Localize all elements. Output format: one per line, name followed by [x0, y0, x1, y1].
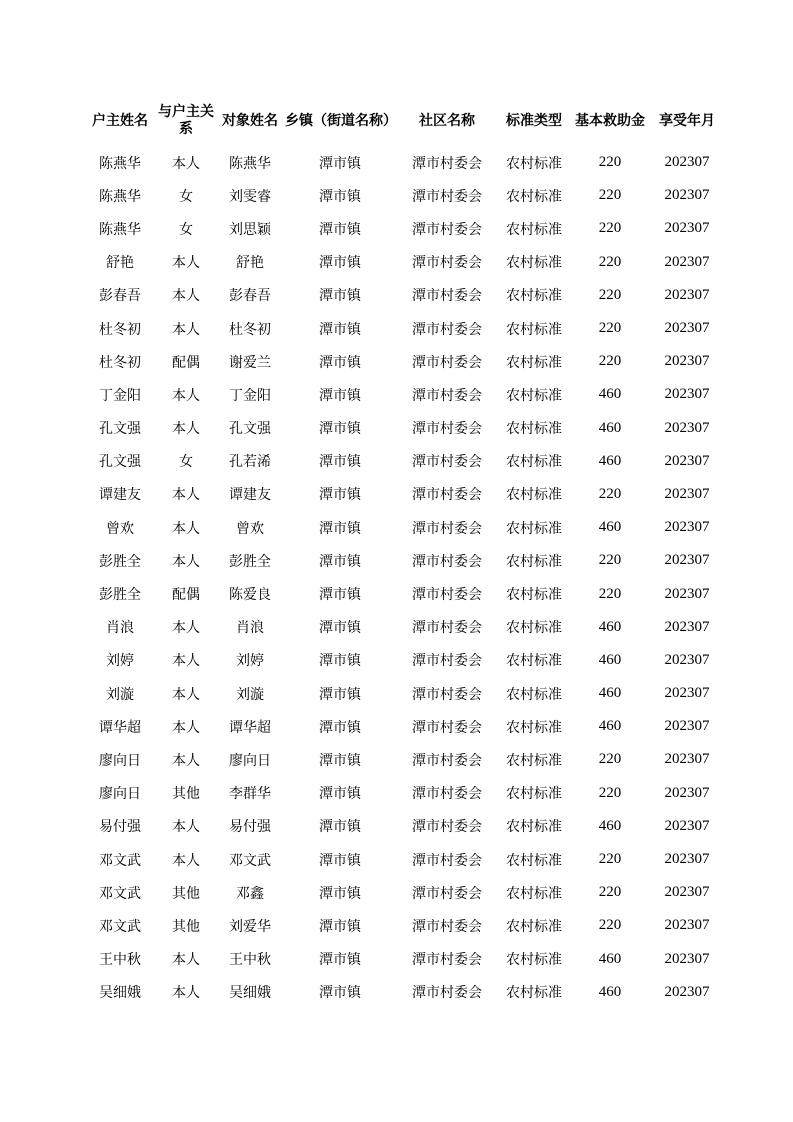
- table-row: [84, 677, 724, 710]
- cell-recipient-name: 肖浪: [236, 620, 264, 637]
- cell-community: 潭市村委会: [412, 487, 482, 504]
- cell-township: 潭市镇: [319, 686, 361, 703]
- cell-period: 202307: [664, 983, 710, 1000]
- cell-period: 202307: [664, 253, 710, 270]
- cell-community: 潭市村委会: [412, 255, 482, 272]
- cell-relationship: 本人: [172, 487, 200, 504]
- cell-community: 潭市村委会: [412, 387, 482, 404]
- cell-relationship: 配偶: [172, 354, 200, 371]
- cell-relationship: 本人: [172, 752, 200, 769]
- cell-community: 潭市村委会: [412, 454, 482, 471]
- cell-period: 202307: [664, 485, 710, 502]
- header-basic-aid: 基本救助金: [575, 112, 645, 129]
- cell-householder-name: 谭华超: [99, 719, 141, 736]
- cell-township: 潭市镇: [319, 620, 361, 637]
- cell-householder-name: 王中秋: [99, 952, 141, 969]
- table-row: [84, 445, 724, 478]
- cell-relationship: 本人: [172, 686, 200, 703]
- cell-community: 潭市村委会: [412, 620, 482, 637]
- cell-community: 潭市村委会: [412, 752, 482, 769]
- cell-standard-type: 农村标准: [506, 587, 562, 604]
- cell-period: 202307: [664, 917, 710, 934]
- cell-recipient-name: 陈燕华: [229, 155, 271, 172]
- cell-period: 202307: [664, 353, 710, 370]
- table-row: [84, 810, 724, 843]
- cell-householder-name: 易付强: [99, 819, 141, 836]
- cell-basic-aid: 220: [598, 552, 622, 569]
- cell-standard-type: 农村标准: [506, 752, 562, 769]
- cell-township: 潭市镇: [319, 155, 361, 172]
- table-header: [84, 96, 724, 146]
- cell-community: 潭市村委会: [412, 918, 482, 935]
- cell-recipient-name: 王中秋: [229, 952, 271, 969]
- cell-relationship: 本人: [172, 288, 200, 305]
- cell-basic-aid: 220: [598, 253, 622, 270]
- cell-township: 潭市镇: [319, 221, 361, 238]
- cell-relationship: 其他: [172, 918, 200, 935]
- cell-relationship: 本人: [172, 620, 200, 637]
- table-row: [84, 544, 724, 577]
- table-row: [84, 943, 724, 976]
- cell-householder-name: 彭胜全: [99, 553, 141, 570]
- cell-householder-name: 刘漩: [106, 686, 134, 703]
- cell-community: 潭市村委会: [412, 852, 482, 869]
- cell-recipient-name: 彭春吾: [229, 288, 271, 305]
- cell-basic-aid: 220: [598, 784, 622, 801]
- cell-basic-aid: 220: [598, 220, 622, 237]
- cell-community: 潭市村委会: [412, 354, 482, 371]
- cell-basic-aid: 460: [598, 386, 622, 403]
- cell-township: 潭市镇: [319, 421, 361, 438]
- cell-relationship: 女: [179, 454, 193, 471]
- header-community: 社区名称: [419, 112, 475, 129]
- cell-period: 202307: [664, 618, 710, 635]
- table-row: [84, 146, 724, 179]
- cell-period: 202307: [664, 685, 710, 702]
- cell-community: 潭市村委会: [412, 786, 482, 803]
- cell-basic-aid: 220: [598, 751, 622, 768]
- cell-recipient-name: 邓文武: [229, 852, 271, 869]
- cell-relationship: 本人: [172, 421, 200, 438]
- table-row: [84, 843, 724, 876]
- cell-period: 202307: [664, 751, 710, 768]
- cell-community: 潭市村委会: [412, 587, 482, 604]
- cell-recipient-name: 邓鑫: [236, 885, 264, 902]
- cell-householder-name: 邓文武: [99, 918, 141, 935]
- cell-period: 202307: [664, 851, 710, 868]
- cell-recipient-name: 孔若浠: [229, 454, 271, 471]
- table-row: [84, 909, 724, 942]
- cell-householder-name: 邓文武: [99, 885, 141, 902]
- cell-standard-type: 农村标准: [506, 155, 562, 172]
- table-row: [84, 577, 724, 610]
- cell-recipient-name: 孔文强: [229, 421, 271, 438]
- cell-standard-type: 农村标准: [506, 255, 562, 272]
- cell-community: 潭市村委会: [412, 553, 482, 570]
- cell-community: 潭市村委会: [412, 653, 482, 670]
- cell-community: 潭市村委会: [412, 188, 482, 205]
- cell-period: 202307: [664, 950, 710, 967]
- cell-township: 潭市镇: [319, 255, 361, 272]
- cell-basic-aid: 460: [598, 685, 622, 702]
- cell-basic-aid: 460: [598, 817, 622, 834]
- table-row: [84, 279, 724, 312]
- table-row: [84, 246, 724, 279]
- cell-basic-aid: 460: [598, 983, 622, 1000]
- cell-relationship: 本人: [172, 387, 200, 404]
- header-period: 享受年月: [659, 112, 715, 129]
- cell-community: 潭市村委会: [412, 985, 482, 1002]
- cell-relationship: 本人: [172, 553, 200, 570]
- cell-standard-type: 农村标准: [506, 819, 562, 836]
- cell-relationship: 本人: [172, 852, 200, 869]
- cell-relationship: 本人: [172, 520, 200, 537]
- cell-township: 潭市镇: [319, 752, 361, 769]
- cell-standard-type: 农村标准: [506, 686, 562, 703]
- cell-recipient-name: 易付强: [229, 819, 271, 836]
- cell-standard-type: 农村标准: [506, 786, 562, 803]
- table-row: [84, 743, 724, 776]
- cell-relationship: 本人: [172, 155, 200, 172]
- cell-standard-type: 农村标准: [506, 553, 562, 570]
- cell-recipient-name: 谢爱兰: [229, 354, 271, 371]
- table-row: [84, 345, 724, 378]
- table-row: [84, 478, 724, 511]
- cell-period: 202307: [664, 585, 710, 602]
- cell-period: 202307: [664, 386, 710, 403]
- cell-basic-aid: 220: [598, 485, 622, 502]
- cell-standard-type: 农村标准: [506, 188, 562, 205]
- table-row: [84, 312, 724, 345]
- cell-relationship: 本人: [172, 952, 200, 969]
- cell-householder-name: 彭春吾: [99, 288, 141, 305]
- cell-standard-type: 农村标准: [506, 354, 562, 371]
- cell-householder-name: 吴细娥: [99, 985, 141, 1002]
- cell-recipient-name: 曾欢: [236, 520, 264, 537]
- cell-period: 202307: [664, 187, 710, 204]
- table-row: [84, 212, 724, 245]
- assistance-table: [84, 96, 724, 1009]
- cell-period: 202307: [664, 784, 710, 801]
- header-relationship: 与户主关系: [158, 104, 214, 137]
- cell-township: 潭市镇: [319, 786, 361, 803]
- cell-recipient-name: 刘思颖: [229, 221, 271, 238]
- cell-township: 潭市镇: [319, 885, 361, 902]
- cell-householder-name: 肖浪: [106, 620, 134, 637]
- cell-basic-aid: 460: [598, 718, 622, 735]
- cell-community: 潭市村委会: [412, 686, 482, 703]
- cell-township: 潭市镇: [319, 288, 361, 305]
- cell-period: 202307: [664, 552, 710, 569]
- header-township: 乡镇（街道名称）: [285, 112, 397, 129]
- cell-period: 202307: [664, 320, 710, 337]
- cell-community: 潭市村委会: [412, 221, 482, 238]
- cell-township: 潭市镇: [319, 387, 361, 404]
- cell-standard-type: 农村标准: [506, 487, 562, 504]
- cell-basic-aid: 460: [598, 618, 622, 635]
- cell-householder-name: 曾欢: [106, 520, 134, 537]
- cell-community: 潭市村委会: [412, 719, 482, 736]
- cell-recipient-name: 李群华: [229, 786, 271, 803]
- cell-householder-name: 彭胜全: [99, 587, 141, 604]
- cell-relationship: 本人: [172, 653, 200, 670]
- cell-period: 202307: [664, 154, 710, 171]
- cell-period: 202307: [664, 519, 710, 536]
- cell-standard-type: 农村标准: [506, 620, 562, 637]
- cell-recipient-name: 刘婷: [236, 653, 264, 670]
- cell-community: 潭市村委会: [412, 819, 482, 836]
- cell-standard-type: 农村标准: [506, 985, 562, 1002]
- table-row: [84, 179, 724, 212]
- cell-householder-name: 丁金阳: [99, 387, 141, 404]
- cell-standard-type: 农村标准: [506, 520, 562, 537]
- cell-basic-aid: 460: [598, 519, 622, 536]
- cell-recipient-name: 谭华超: [229, 719, 271, 736]
- cell-basic-aid: 460: [598, 452, 622, 469]
- cell-standard-type: 农村标准: [506, 918, 562, 935]
- cell-township: 潭市镇: [319, 188, 361, 205]
- header-householder-name: 户主姓名: [92, 112, 148, 129]
- cell-householder-name: 杜冬初: [99, 321, 141, 338]
- cell-period: 202307: [664, 718, 710, 735]
- cell-recipient-name: 陈爱良: [229, 587, 271, 604]
- cell-relationship: 配偶: [172, 587, 200, 604]
- cell-standard-type: 农村标准: [506, 288, 562, 305]
- header-recipient-name: 对象姓名: [222, 112, 278, 129]
- cell-householder-name: 陈燕华: [99, 221, 141, 238]
- cell-standard-type: 农村标准: [506, 321, 562, 338]
- cell-recipient-name: 彭胜全: [229, 553, 271, 570]
- cell-period: 202307: [664, 220, 710, 237]
- cell-standard-type: 农村标准: [506, 719, 562, 736]
- cell-township: 潭市镇: [319, 587, 361, 604]
- cell-township: 潭市镇: [319, 354, 361, 371]
- cell-householder-name: 邓文武: [99, 852, 141, 869]
- cell-relationship: 其他: [172, 786, 200, 803]
- cell-standard-type: 农村标准: [506, 653, 562, 670]
- cell-standard-type: 农村标准: [506, 421, 562, 438]
- cell-householder-name: 陈燕华: [99, 188, 141, 205]
- cell-relationship: 本人: [172, 255, 200, 272]
- cell-householder-name: 孔文强: [99, 454, 141, 471]
- cell-relationship: 本人: [172, 321, 200, 338]
- cell-householder-name: 谭建友: [99, 487, 141, 504]
- cell-recipient-name: 谭建友: [229, 487, 271, 504]
- cell-township: 潭市镇: [319, 553, 361, 570]
- table-body: [84, 146, 724, 1009]
- table-row: [84, 378, 724, 411]
- cell-standard-type: 农村标准: [506, 852, 562, 869]
- cell-period: 202307: [664, 817, 710, 834]
- table-row: [84, 511, 724, 544]
- cell-standard-type: 农村标准: [506, 221, 562, 238]
- cell-relationship: 本人: [172, 819, 200, 836]
- cell-township: 潭市镇: [319, 852, 361, 869]
- cell-recipient-name: 丁金阳: [229, 387, 271, 404]
- cell-township: 潭市镇: [319, 321, 361, 338]
- cell-householder-name: 舒艳: [106, 255, 134, 272]
- table-row: [84, 710, 724, 743]
- cell-standard-type: 农村标准: [506, 454, 562, 471]
- cell-township: 潭市镇: [319, 520, 361, 537]
- cell-community: 潭市村委会: [412, 288, 482, 305]
- cell-township: 潭市镇: [319, 918, 361, 935]
- table-row: [84, 777, 724, 810]
- cell-basic-aid: 460: [598, 419, 622, 436]
- cell-standard-type: 农村标准: [506, 952, 562, 969]
- cell-standard-type: 农村标准: [506, 885, 562, 902]
- cell-community: 潭市村委会: [412, 952, 482, 969]
- cell-township: 潭市镇: [319, 454, 361, 471]
- cell-basic-aid: 460: [598, 651, 622, 668]
- cell-township: 潭市镇: [319, 487, 361, 504]
- table-row: [84, 976, 724, 1009]
- cell-recipient-name: 廖向日: [229, 752, 271, 769]
- cell-basic-aid: 220: [598, 286, 622, 303]
- cell-householder-name: 廖向日: [99, 752, 141, 769]
- cell-recipient-name: 刘漩: [236, 686, 264, 703]
- table-row: [84, 412, 724, 445]
- cell-basic-aid: 460: [598, 950, 622, 967]
- cell-basic-aid: 220: [598, 884, 622, 901]
- cell-period: 202307: [664, 286, 710, 303]
- cell-community: 潭市村委会: [412, 321, 482, 338]
- cell-relationship: 本人: [172, 719, 200, 736]
- cell-basic-aid: 220: [598, 187, 622, 204]
- cell-community: 潭市村委会: [412, 421, 482, 438]
- cell-basic-aid: 220: [598, 585, 622, 602]
- cell-period: 202307: [664, 884, 710, 901]
- cell-standard-type: 农村标准: [506, 387, 562, 404]
- cell-basic-aid: 220: [598, 154, 622, 171]
- cell-township: 潭市镇: [319, 952, 361, 969]
- cell-township: 潭市镇: [319, 719, 361, 736]
- table-row: [84, 876, 724, 909]
- cell-recipient-name: 刘雯睿: [229, 188, 271, 205]
- cell-community: 潭市村委会: [412, 520, 482, 537]
- cell-basic-aid: 220: [598, 320, 622, 337]
- cell-relationship: 女: [179, 221, 193, 238]
- table-row: [84, 644, 724, 677]
- cell-period: 202307: [664, 452, 710, 469]
- cell-recipient-name: 杜冬初: [229, 321, 271, 338]
- cell-township: 潭市镇: [319, 985, 361, 1002]
- cell-relationship: 本人: [172, 985, 200, 1002]
- cell-relationship: 女: [179, 188, 193, 205]
- cell-basic-aid: 220: [598, 851, 622, 868]
- cell-period: 202307: [664, 651, 710, 668]
- cell-relationship: 其他: [172, 885, 200, 902]
- cell-recipient-name: 吴细娥: [229, 985, 271, 1002]
- header-standard-type: 标准类型: [506, 112, 562, 129]
- table-row: [84, 611, 724, 644]
- header-row: [84, 96, 724, 146]
- cell-recipient-name: 舒艳: [236, 255, 264, 272]
- cell-householder-name: 陈燕华: [99, 155, 141, 172]
- cell-township: 潭市镇: [319, 819, 361, 836]
- cell-township: 潭市镇: [319, 653, 361, 670]
- cell-householder-name: 刘婷: [106, 653, 134, 670]
- cell-recipient-name: 刘爱华: [229, 918, 271, 935]
- cell-householder-name: 孔文强: [99, 421, 141, 438]
- cell-community: 潭市村委会: [412, 885, 482, 902]
- cell-community: 潭市村委会: [412, 155, 482, 172]
- cell-householder-name: 杜冬初: [99, 354, 141, 371]
- cell-basic-aid: 220: [598, 353, 622, 370]
- cell-householder-name: 廖向日: [99, 786, 141, 803]
- cell-period: 202307: [664, 419, 710, 436]
- cell-basic-aid: 220: [598, 917, 622, 934]
